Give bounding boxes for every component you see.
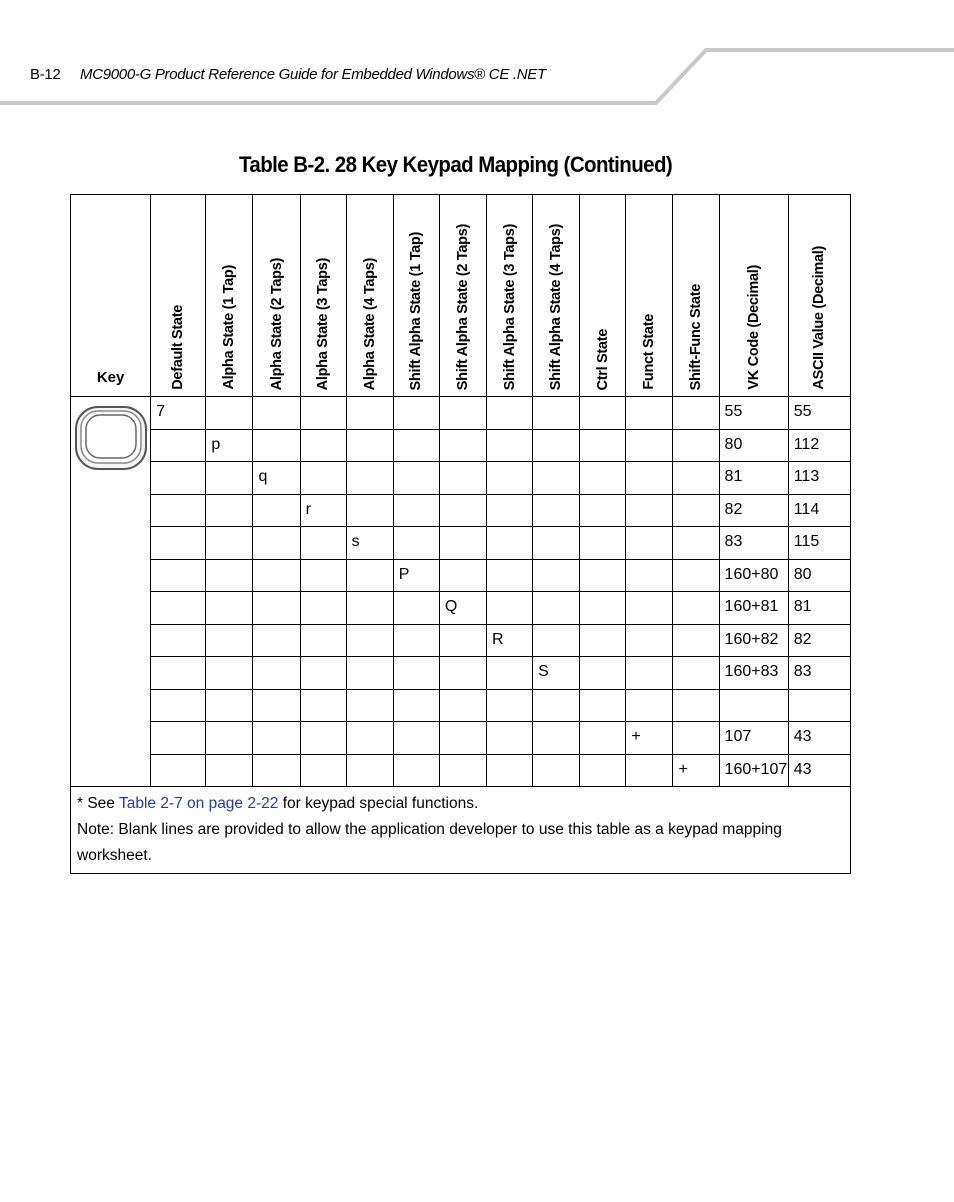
table-cell (533, 754, 580, 787)
table-cell (300, 592, 346, 625)
table-cell (673, 624, 719, 657)
table-2-7-link[interactable]: Table 2-7 on page 2-22 (118, 795, 279, 812)
notes-row (71, 787, 851, 874)
table-cell (580, 657, 626, 690)
column-header (580, 195, 626, 397)
column-header (626, 195, 673, 397)
column-header (206, 195, 253, 397)
table-cell (393, 397, 439, 430)
table-cell: Q (439, 592, 486, 625)
column-header-label: VK Code (Decimal) (745, 265, 762, 390)
table-cell: 160+107 (719, 754, 788, 787)
table-cell (393, 624, 439, 657)
table-cell (393, 722, 439, 755)
table-cell (253, 397, 300, 430)
table-cell (533, 624, 580, 657)
table-cell (533, 494, 580, 527)
table-cell (626, 462, 673, 495)
table-cell (533, 592, 580, 625)
table-cell (580, 722, 626, 755)
column-header-label: Alpha State (3 Taps) (315, 257, 332, 390)
table-cell (300, 722, 346, 755)
table-cell: 80 (719, 429, 788, 462)
table-cell (151, 722, 206, 755)
table-cell: s (346, 527, 393, 560)
table-cell (626, 527, 673, 560)
table-cell (300, 527, 346, 560)
table-cell: 55 (719, 397, 788, 430)
table-cell (673, 689, 719, 722)
table-row (71, 429, 851, 462)
table-cell (533, 397, 580, 430)
column-header-label: Alpha State (1 Tap) (221, 265, 238, 390)
column-header (673, 195, 719, 397)
column-header-label: Shift-Func State (687, 283, 704, 390)
table-cell (300, 462, 346, 495)
table-cell (346, 624, 393, 657)
header-rule (0, 0, 954, 110)
table-cell (151, 462, 206, 495)
table-cell: 43 (788, 722, 850, 755)
column-header-label: ASCII Value (Decimal) (811, 246, 828, 390)
column-header (533, 195, 580, 397)
key-column-header: Key (71, 195, 151, 397)
table-cell (673, 494, 719, 527)
table-cell (300, 657, 346, 690)
table-cell (626, 592, 673, 625)
table-cell (300, 397, 346, 430)
table-cell (151, 429, 206, 462)
table-cell (253, 559, 300, 592)
table-cell (206, 754, 253, 787)
table-cell (393, 527, 439, 560)
table-cell (580, 527, 626, 560)
table-cell: + (673, 754, 719, 787)
table-cell (533, 527, 580, 560)
table-cell (626, 624, 673, 657)
table-cell: R (487, 624, 533, 657)
footnote (77, 791, 844, 817)
column-header (151, 195, 206, 397)
table-cell (253, 429, 300, 462)
document-title: MC9000-G Product Reference Guide for Embedded Windows® CE .NET (80, 66, 546, 83)
key-cell (71, 397, 151, 787)
table-cell (253, 624, 300, 657)
table-cell (580, 624, 626, 657)
table-cell (300, 559, 346, 592)
table-cell (626, 494, 673, 527)
table-cell (487, 657, 533, 690)
table-cell (673, 657, 719, 690)
page-number: B-12 (30, 66, 61, 83)
table-cell (580, 754, 626, 787)
table-cell (151, 689, 206, 722)
table-cell (487, 397, 533, 430)
table-cell (533, 689, 580, 722)
table-cell (253, 689, 300, 722)
table-cell (533, 462, 580, 495)
table-cell (487, 429, 533, 462)
column-header (439, 195, 486, 397)
table-cell (439, 689, 486, 722)
table-cell (439, 527, 486, 560)
table-cell (439, 624, 486, 657)
table-cell: 43 (788, 754, 850, 787)
table-cell (346, 722, 393, 755)
table-cell: P (393, 559, 439, 592)
table-row (71, 527, 851, 560)
table-cell (393, 689, 439, 722)
table-cell (253, 754, 300, 787)
table-cell (533, 429, 580, 462)
column-header-label: Funct State (641, 314, 658, 390)
table-row (71, 754, 851, 787)
column-header (346, 195, 393, 397)
column-header-label: Shift Alpha State (2 Taps) (454, 223, 471, 390)
table-cell (487, 527, 533, 560)
table-row (71, 722, 851, 755)
table-row (71, 657, 851, 690)
table-cell (487, 559, 533, 592)
table-cell (206, 624, 253, 657)
table-cell (788, 689, 850, 722)
table-cell (393, 494, 439, 527)
table-cell (439, 754, 486, 787)
table-cell: p (206, 429, 253, 462)
table-cell: 81 (719, 462, 788, 495)
table-cell (487, 462, 533, 495)
column-header-label: Shift Alpha State (3 Taps) (501, 223, 518, 390)
table-cell (151, 592, 206, 625)
table-cell: 82 (719, 494, 788, 527)
table-cell (580, 689, 626, 722)
table-cell (300, 689, 346, 722)
table-cell (673, 527, 719, 560)
table-cell (151, 494, 206, 527)
table-cell (626, 689, 673, 722)
column-header (253, 195, 300, 397)
table-cell: 160+80 (719, 559, 788, 592)
table-cell (253, 494, 300, 527)
table-cell (346, 559, 393, 592)
table-cell (151, 559, 206, 592)
table-cell (206, 494, 253, 527)
table-cell: 82 (788, 624, 850, 657)
column-header-label: Alpha State (2 Taps) (268, 257, 285, 390)
table-cell (346, 657, 393, 690)
table-cell (487, 722, 533, 755)
column-header-label: Alpha State (4 Taps) (361, 257, 378, 390)
table-cell: 107 (719, 722, 788, 755)
table-row (71, 559, 851, 592)
table-cell (300, 754, 346, 787)
table-cell (673, 429, 719, 462)
table-cell (626, 429, 673, 462)
table-cell (346, 754, 393, 787)
table-cell (253, 657, 300, 690)
table-cell (206, 722, 253, 755)
table-cell: q (253, 462, 300, 495)
table-cell (487, 754, 533, 787)
table-row (71, 397, 851, 430)
table-cell (626, 754, 673, 787)
table-cell (393, 462, 439, 495)
table-cell (673, 722, 719, 755)
table-cell (487, 689, 533, 722)
table-cell: 160+82 (719, 624, 788, 657)
table-cell: 160+83 (719, 657, 788, 690)
table-cell (580, 397, 626, 430)
blank-key-icon (74, 405, 148, 471)
table-cell (300, 624, 346, 657)
table-cell (673, 462, 719, 495)
table-cell: 115 (788, 527, 850, 560)
table-cell (487, 592, 533, 625)
table-cell: 113 (788, 462, 850, 495)
table-cell (206, 527, 253, 560)
table-cell (673, 559, 719, 592)
table-cell: 83 (719, 527, 788, 560)
table-cell: 160+81 (719, 592, 788, 625)
table-cell (206, 559, 253, 592)
notes-cell (71, 787, 851, 874)
table-cell (151, 624, 206, 657)
table-row (71, 624, 851, 657)
column-header (487, 195, 533, 397)
table-row (71, 494, 851, 527)
table-cell (151, 657, 206, 690)
table-cell (393, 754, 439, 787)
table-row (71, 689, 851, 722)
table-cell (393, 592, 439, 625)
table-cell (206, 657, 253, 690)
table-cell (151, 754, 206, 787)
table-cell (580, 462, 626, 495)
table-cell: 80 (788, 559, 850, 592)
table-cell (206, 689, 253, 722)
table-cell (439, 462, 486, 495)
table-row (71, 592, 851, 625)
table-cell (439, 657, 486, 690)
table-cell (346, 592, 393, 625)
table-cell (206, 592, 253, 625)
footnote-prefix: * See (77, 795, 119, 812)
keypad-mapping-table (70, 194, 851, 874)
table-cell: r (300, 494, 346, 527)
table-cell: 114 (788, 494, 850, 527)
column-header-label: Shift Alpha State (1 Tap) (408, 231, 425, 390)
column-header (788, 195, 850, 397)
table-cell (346, 462, 393, 495)
table-cell: + (626, 722, 673, 755)
table-cell (626, 559, 673, 592)
table-cell (673, 592, 719, 625)
table-cell (206, 462, 253, 495)
table-cell (393, 657, 439, 690)
table-cell (626, 657, 673, 690)
table-cell (533, 559, 580, 592)
table-title: Table B-2. 28 Key Keypad Mapping (Continued) (239, 152, 673, 177)
table-cell: 112 (788, 429, 850, 462)
table-cell (253, 592, 300, 625)
table-cell (393, 429, 439, 462)
table-cell (719, 689, 788, 722)
column-header-label: Default State (170, 305, 187, 390)
table-cell (151, 527, 206, 560)
table-cell: S (533, 657, 580, 690)
table-cell (346, 494, 393, 527)
table-cell (439, 722, 486, 755)
table-cell (533, 722, 580, 755)
table-cell: 7 (151, 397, 206, 430)
table-cell (626, 397, 673, 430)
table-cell (300, 429, 346, 462)
table-cell (253, 722, 300, 755)
table-cell (206, 397, 253, 430)
table-row (71, 462, 851, 495)
column-header (719, 195, 788, 397)
table-cell (439, 429, 486, 462)
column-header-label: Ctrl State (594, 328, 611, 390)
table-cell (487, 494, 533, 527)
table-cell (580, 592, 626, 625)
table-cell (580, 429, 626, 462)
column-header-label: Shift Alpha State (4 Taps) (548, 223, 565, 390)
table-cell (580, 559, 626, 592)
table-cell (346, 397, 393, 430)
table-cell (580, 494, 626, 527)
column-header (300, 195, 346, 397)
table-cell (346, 689, 393, 722)
worksheet-note: Note: Blank lines are provided to allow the application developer to use this table as a keypad mapping worksheet. (77, 821, 782, 864)
table-cell (439, 559, 486, 592)
table-cell (439, 397, 486, 430)
table-cell (346, 429, 393, 462)
table-cell (673, 397, 719, 430)
footnote-suffix: for keypad special functions. (278, 795, 479, 812)
table-cell (253, 527, 300, 560)
table-cell: 81 (788, 592, 850, 625)
table-cell: 83 (788, 657, 850, 690)
table-cell: 55 (788, 397, 850, 430)
table-cell (439, 494, 486, 527)
column-header (393, 195, 439, 397)
